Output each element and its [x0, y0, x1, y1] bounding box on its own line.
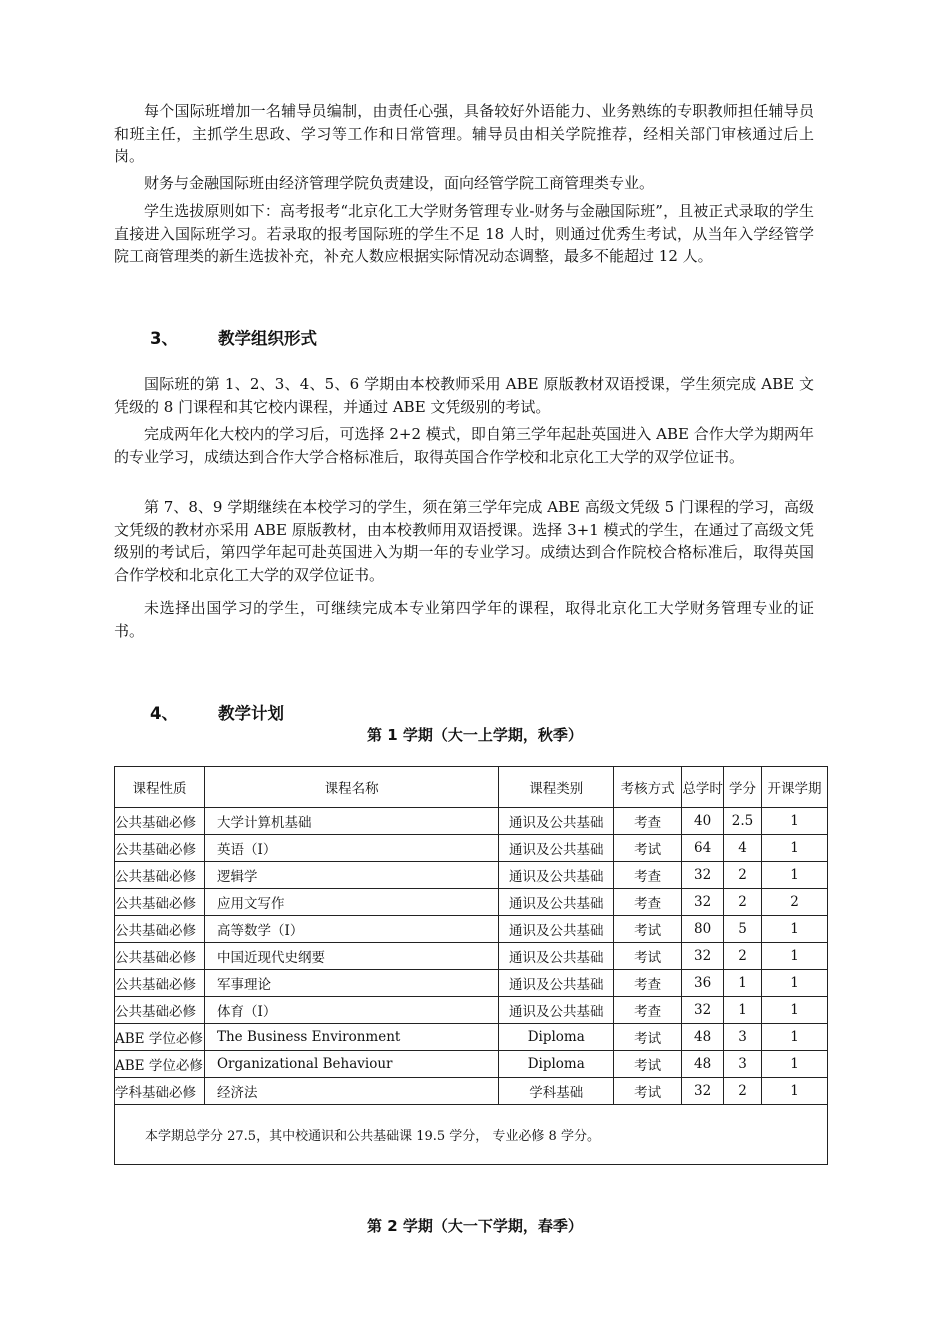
- course-nature-cell: 公共基础必修: [115, 862, 205, 889]
- total-hours-cell: 64: [682, 835, 724, 862]
- header-credits: 学分: [724, 767, 762, 808]
- credits-cell: 5: [724, 916, 762, 943]
- offering-semester-cell: 1: [762, 970, 828, 997]
- header-assessment-method: 考核方式: [614, 767, 682, 808]
- course-nature-cell: 公共基础必修: [115, 889, 205, 916]
- course-name-cell: Organizational Behaviour: [204, 1051, 498, 1078]
- course-nature-cell: 公共基础必修: [115, 835, 205, 862]
- total-hours-cell: 40: [682, 808, 724, 835]
- course-name-cell: 体育（Ⅰ）: [204, 997, 498, 1024]
- assessment-method-cell: 考试: [614, 943, 682, 970]
- offering-semester-cell: 1: [762, 808, 828, 835]
- selection-principle-paragraph: 学生选拔原则如下：高考报考“北京化工大学财务管理专业-财务与金融国际班”，且被正式录取的学生直接进入国际班学习。若录取的报考国际班的学生不足 18 人时，则通过优秀生考试，从当年入学经管学院工商管理类的新生选拔补充，补充人数应根据实际情况动态调整，最多不能超过 12 人。: [114, 202, 814, 265]
- total-hours-cell: 48: [682, 1051, 724, 1078]
- section-4-number: 4、: [150, 704, 178, 723]
- table-row: [115, 1051, 828, 1078]
- credits-cell: 2: [724, 889, 762, 916]
- course-category-cell: 通识及公共基础: [499, 970, 614, 997]
- section-3-paragraph-4: 未选择出国学习的学生，可继续完成本专业第四学年的课程，取得北京化工大学财务管理专业的证书。: [114, 599, 814, 640]
- course-category-cell: 通识及公共基础: [499, 889, 614, 916]
- header-course-nature: 课程性质: [115, 767, 205, 808]
- offering-semester-cell: 1: [762, 943, 828, 970]
- header-offering-semester: 开课学期: [762, 767, 828, 808]
- table-row: [115, 997, 828, 1024]
- offering-semester-cell: 1: [762, 1051, 828, 1078]
- course-name-cell: 经济法: [204, 1078, 498, 1105]
- total-hours-cell: 32: [682, 943, 724, 970]
- course-name-cell: 逻辑学: [204, 862, 498, 889]
- total-hours-cell: 32: [682, 862, 724, 889]
- section-3-paragraph-2: 完成两年化大校内的学习后，可选择 2+2 模式，即自第三学年起赴英国进入 ABE 合作大学为期两年的专业学习，成绩达到合作大学合格标准后，取得英国合作学校和北京化工大学的双学位证书。: [114, 425, 814, 466]
- table-row: [115, 970, 828, 997]
- table-row: [115, 862, 828, 889]
- table-row: [115, 943, 828, 970]
- course-name-cell: 大学计算机基础: [204, 808, 498, 835]
- assessment-method-cell: 考查: [614, 970, 682, 997]
- credits-cell: 3: [724, 1024, 762, 1051]
- table-row: [115, 889, 828, 916]
- total-hours-cell: 32: [682, 997, 724, 1024]
- course-category-cell: 通识及公共基础: [499, 943, 614, 970]
- table-row: [115, 1078, 828, 1105]
- total-hours-cell: 48: [682, 1024, 724, 1051]
- section-3-number: 3、: [150, 329, 178, 348]
- offering-semester-cell: 1: [762, 862, 828, 889]
- course-category-cell: 通识及公共基础: [499, 916, 614, 943]
- course-name-cell: The Business Environment: [204, 1024, 498, 1051]
- course-category-cell: 通识及公共基础: [499, 808, 614, 835]
- course-name-cell: 军事理论: [204, 970, 498, 997]
- total-hours-cell: 32: [682, 889, 724, 916]
- semester-2-title: 第 2 学期（大一下学期，春季）: [367, 1217, 583, 1235]
- header-total-hours: 总学时: [682, 767, 724, 808]
- table-row: [115, 1024, 828, 1051]
- total-hours-cell: 80: [682, 916, 724, 943]
- course-nature-cell: 公共基础必修: [115, 970, 205, 997]
- credits-cell: 2: [724, 862, 762, 889]
- credits-cell: 1: [724, 970, 762, 997]
- section-3-paragraph-3: 第 7、8、9 学期继续在本校学习的学生，须在第三学年完成 ABE 高级文凭级 5 门课程的学习，高级文凭级的教材亦采用 ABE 原版教材，由本校教师用双语授课。选择 3+1 模式的学生，在通过了高级文凭级别的考试后，第四学年起可赴英国进入为期一年的专业学习。成绩达到合作院校合格标准后，取得英国合作学校和北京化工大学的双学位证书。: [114, 498, 814, 584]
- course-nature-cell: 公共基础必修: [115, 808, 205, 835]
- section-4-title: 教学计划: [218, 704, 284, 723]
- offering-semester-cell: 1: [762, 916, 828, 943]
- semester-summary-row: [115, 1105, 828, 1165]
- offering-semester-cell: 1: [762, 835, 828, 862]
- offering-semester-cell: 1: [762, 1078, 828, 1105]
- total-hours-cell: 32: [682, 1078, 724, 1105]
- total-hours-cell: 36: [682, 970, 724, 997]
- course-nature-cell: ABE 学位必修: [115, 1051, 205, 1078]
- credits-cell: 2: [724, 943, 762, 970]
- credits-cell: 2: [724, 1078, 762, 1105]
- assessment-method-cell: 考试: [614, 1024, 682, 1051]
- assessment-method-cell: 考查: [614, 889, 682, 916]
- table-row: [115, 916, 828, 943]
- section-3-paragraph-1: 国际班的第 1、2、3、4、5、6 学期由本校教师采用 ABE 原版教材双语授课，学生须完成 ABE 文凭级的 8 门课程和其它校内课程，并通过 ABE 文凭级别的考试。: [114, 375, 814, 416]
- header-course-name: 课程名称: [204, 767, 498, 808]
- course-nature-cell: ABE 学位必修: [115, 1024, 205, 1051]
- course-nature-cell: 公共基础必修: [115, 916, 205, 943]
- offering-semester-cell: 1: [762, 997, 828, 1024]
- course-category-cell: Diploma: [499, 1051, 614, 1078]
- counselor-paragraph: 每个国际班增加一名辅导员编制，由责任心强，具备较好外语能力、业务熟练的专职教师担任辅导员和班主任，主抓学生思政、学习等工作和日常管理。辅导员由相关学院推荐，经相关部门审核通过后上岗。: [114, 102, 814, 165]
- course-name-cell: 英语（Ⅰ）: [204, 835, 498, 862]
- course-name-cell: 高等数学（Ⅰ）: [204, 916, 498, 943]
- offering-semester-cell: 1: [762, 1024, 828, 1051]
- section-3-title: 教学组织形式: [218, 329, 317, 348]
- course-nature-cell: 公共基础必修: [115, 943, 205, 970]
- class-construction-paragraph: 财务与金融国际班由经济管理学院负责建设，面向经管学院工商管理类专业。: [144, 174, 655, 192]
- section-4-heading: [150, 700, 284, 724]
- course-table-body: [115, 808, 828, 1105]
- course-category-cell: 学科基础: [499, 1078, 614, 1105]
- assessment-method-cell: 考试: [614, 916, 682, 943]
- semester-1-course-table: [114, 766, 828, 1165]
- assessment-method-cell: 考试: [614, 1051, 682, 1078]
- table-row: [115, 835, 828, 862]
- credits-cell: 1: [724, 997, 762, 1024]
- assessment-method-cell: 考试: [614, 835, 682, 862]
- assessment-method-cell: 考查: [614, 862, 682, 889]
- credits-cell: 3: [724, 1051, 762, 1078]
- offering-semester-cell: 2: [762, 889, 828, 916]
- credits-cell: 4: [724, 835, 762, 862]
- section-3-heading: [150, 325, 317, 349]
- header-course-category: 课程类别: [499, 767, 614, 808]
- course-nature-cell: 公共基础必修: [115, 997, 205, 1024]
- course-category-cell: 通识及公共基础: [499, 997, 614, 1024]
- table-row: [115, 808, 828, 835]
- semester-1-title: 第 1 学期（大一上学期，秋季）: [367, 726, 583, 744]
- course-category-cell: 通识及公共基础: [499, 862, 614, 889]
- course-table-header: [115, 767, 828, 808]
- assessment-method-cell: 考查: [614, 997, 682, 1024]
- assessment-method-cell: 考试: [614, 1078, 682, 1105]
- credits-cell: 2.5: [724, 808, 762, 835]
- course-category-cell: Diploma: [499, 1024, 614, 1051]
- semester-summary: 本学期总学分 27.5，其中校通识和公共基础课 19.5 学分， 专业必修 8 学分。: [115, 1105, 828, 1165]
- course-name-cell: 应用文写作: [204, 889, 498, 916]
- course-category-cell: 通识及公共基础: [499, 835, 614, 862]
- course-name-cell: 中国近现代史纲要: [204, 943, 498, 970]
- course-nature-cell: 学科基础必修: [115, 1078, 205, 1105]
- assessment-method-cell: 考查: [614, 808, 682, 835]
